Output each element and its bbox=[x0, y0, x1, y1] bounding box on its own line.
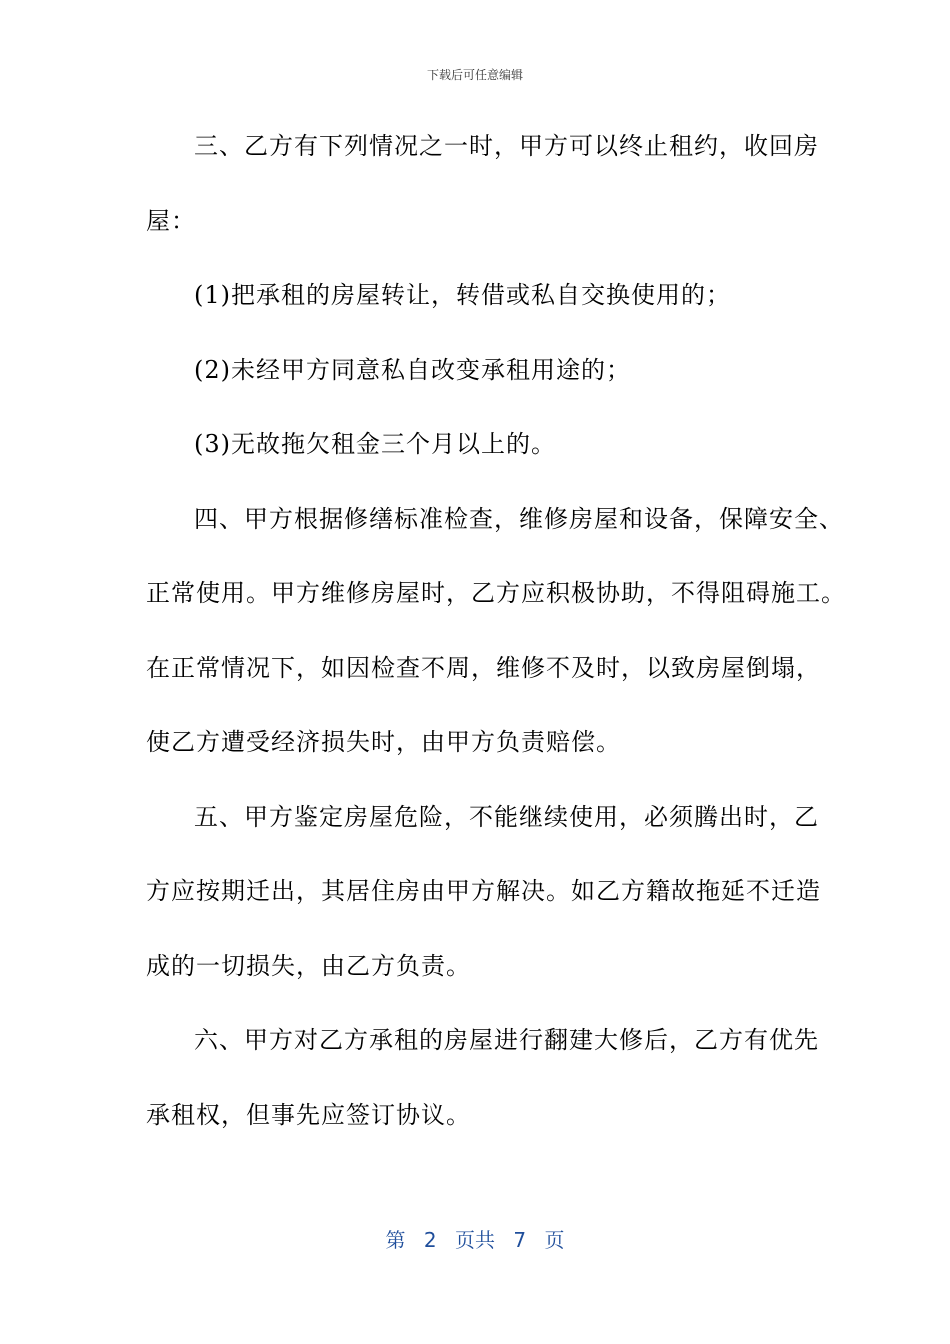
text-line: 屋： bbox=[146, 206, 196, 235]
text-line: 在正常情况下，如因检查不周，维修不及时，以致房屋倒塌， bbox=[146, 653, 821, 682]
text-line: 使乙方遭受经济损失时，由甲方负责赔偿。 bbox=[146, 728, 621, 756]
text-line: 五、甲方鉴定房屋危险，不能继续使用，必须腾出时，乙 bbox=[194, 802, 819, 831]
page-footer bbox=[0, 1224, 950, 1253]
footer-suffix: 页 bbox=[544, 1228, 565, 1252]
text-line: (2)未经甲方同意私自改变承租用途的； bbox=[194, 355, 631, 384]
text-line: 四、甲方根据修缮标准检查，维修房屋和设备，保障安全、 bbox=[194, 504, 844, 533]
text-line: 成的一切损失，由乙方负责。 bbox=[146, 951, 471, 980]
text-line: 六、甲方对乙方承租的房屋进行翻建大修后，乙方有优先 bbox=[194, 1026, 819, 1054]
footer-middle: 页共 bbox=[455, 1228, 495, 1252]
text-line: 正常使用。甲方维修房屋时，乙方应积极协助，不得阻碍施工。 bbox=[146, 579, 846, 607]
header-note: 下载后可任意编辑 bbox=[426, 68, 523, 82]
total-pages-number: 7 bbox=[513, 1228, 527, 1252]
text-line: (3)无故拖欠租金三个月以上的。 bbox=[194, 430, 556, 458]
current-page-number: 2 bbox=[423, 1228, 437, 1252]
text-line: 承租权，但事先应签订协议。 bbox=[146, 1100, 471, 1129]
text-line: 三、乙方有下列情况之一时，甲方可以终止租约，收回房 bbox=[194, 132, 819, 160]
text-line: 方应按期迁出，其居住房由甲方解决。如乙方籍故拖延不迁造 bbox=[146, 877, 821, 905]
text-line: (1)把承租的房屋转让，转借或私自交换使用的； bbox=[194, 281, 731, 309]
footer-prefix: 第 bbox=[385, 1228, 406, 1252]
document-body bbox=[146, 124, 846, 1167]
